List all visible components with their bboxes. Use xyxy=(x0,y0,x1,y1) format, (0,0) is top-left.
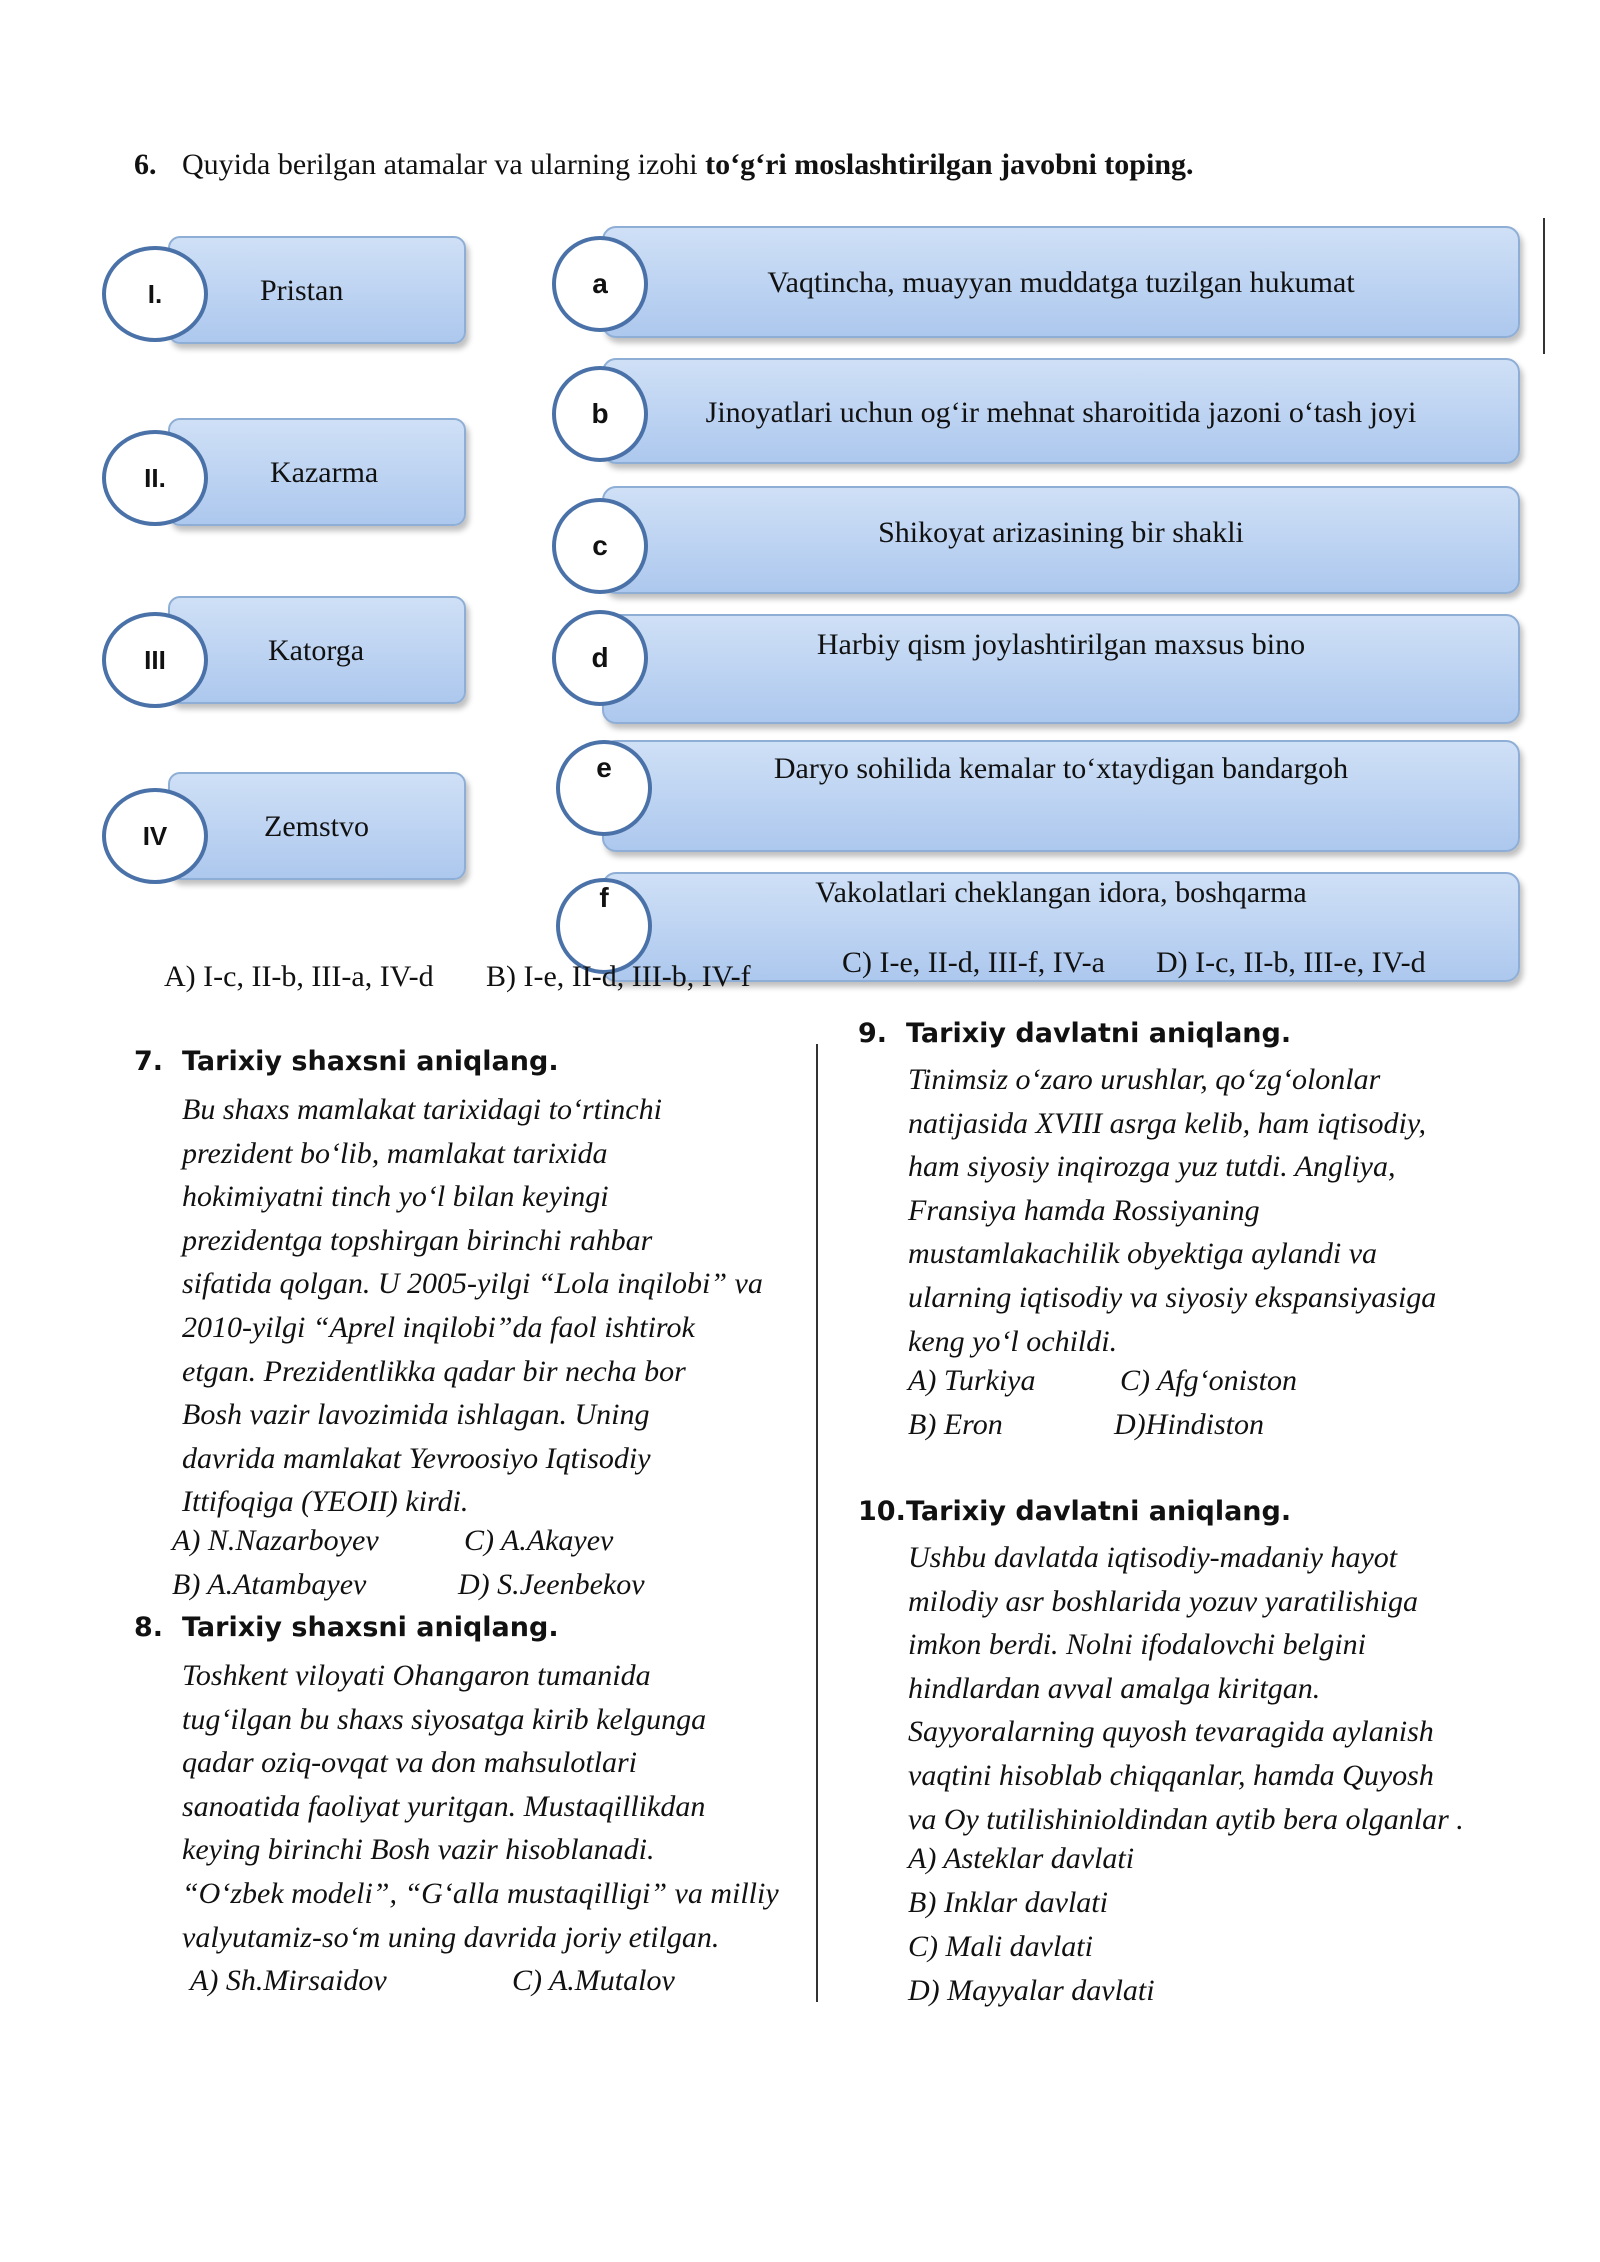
term-label: Zemstvo xyxy=(264,810,369,843)
term-marker: I. xyxy=(102,246,208,342)
q10-option-b: B) Inklar davlati xyxy=(908,1886,1108,1919)
text-line: etgan. Prezidentlikka qadar bir necha bor xyxy=(182,1354,686,1388)
text-line: Toshkent viloyati Ohangaron tumanida xyxy=(182,1659,651,1692)
q6-prompt-bold: to‘g‘ri moslashtirilgan javobni toping. xyxy=(705,148,1194,181)
definition-text: Jinoyatlari uchun og‘ir mehnat sharoitida jazoni o‘tash joyi xyxy=(705,396,1417,429)
margin-line xyxy=(1543,218,1545,354)
term-label: Pristan xyxy=(260,274,344,307)
text-line: “O‘zbek modeli”, “G‘alla mustaqilligi” va milliy xyxy=(182,1876,779,1910)
text-line: keying birinchi Bosh vazir hisoblanadi. xyxy=(182,1833,655,1867)
term-marker: III xyxy=(102,612,208,708)
definition-box-b xyxy=(602,358,1520,464)
term-box-2 xyxy=(168,418,466,526)
q7-number: 7. xyxy=(134,1046,164,1077)
q7-title-text: Tarixiy shaxsni aniqlang. xyxy=(182,1046,559,1077)
term-label: Katorga xyxy=(268,634,365,667)
q7-option-b: B) A.Atambayev xyxy=(172,1568,367,1601)
term-label: Kazarma xyxy=(270,456,379,489)
q9-text xyxy=(908,1058,1436,1363)
text-line: keng yo‘l ochildi. xyxy=(908,1324,1118,1358)
q10-title xyxy=(858,1496,1291,1527)
q8-option-c: C) A.Mutalov xyxy=(512,1964,675,1997)
q8-text xyxy=(182,1654,779,1959)
text-line: qadar oziq-ovqat va don mahsulotlari xyxy=(182,1746,637,1780)
q10-title-text: Tarixiy davlatni aniqlang. xyxy=(906,1496,1292,1527)
definition-text: Shikoyat arizasining bir shakli xyxy=(878,516,1244,549)
text-line: Ittifoqiga (YEOII) kirdi. xyxy=(182,1485,469,1519)
text-line: Fransiya hamda Rossiyaning xyxy=(908,1193,1260,1227)
text-line: imkon berdi. Nolni ifodalovchi belgini xyxy=(908,1628,1366,1662)
q7-option-d: D) S.Jeenbekov xyxy=(458,1568,645,1601)
q7-text xyxy=(182,1088,763,1524)
term-marker: II. xyxy=(102,430,208,526)
definition-marker: a xyxy=(552,236,648,332)
definition-box-e xyxy=(602,740,1520,852)
text-line: hokimiyatni tinch yo‘l bilan keyingi xyxy=(182,1180,609,1214)
q9-option-a: A) Turkiya xyxy=(908,1364,1036,1397)
text-line: 2010-yilgi “Aprel inqilobi”da faol ishtirok xyxy=(182,1310,695,1344)
q6-number: 6. xyxy=(134,148,157,181)
q10-option-a: A) Asteklar davlati xyxy=(908,1842,1135,1875)
q9-option-d: D)Hindiston xyxy=(1114,1408,1264,1441)
q8-number: 8. xyxy=(134,1612,164,1643)
text-line: ham siyosiy inqirozga yuz tutdi. Angliya, xyxy=(908,1150,1396,1184)
q8-title-text: Tarixiy shaxsni aniqlang. xyxy=(182,1612,559,1643)
text-line: vaqtini hisoblab chiqqanlar, hamda Quyosh xyxy=(908,1758,1434,1792)
text-line: sifatida qolgan. U 2005-yilgi “Lola inqilobi” va xyxy=(182,1267,763,1301)
text-line: valyutamiz-so‘m uning davrida joriy etilgan. xyxy=(182,1920,720,1954)
q7-option-a: A) N.Nazarboyev xyxy=(172,1524,379,1557)
text-line: ularning iqtisodiy va siyosiy ekspansiyasiga xyxy=(908,1280,1437,1314)
definition-text: Harbiy qism joylashtirilgan maxsus bino xyxy=(816,628,1306,661)
q10-option-d: D) Mayyalar davlati xyxy=(908,1974,1155,2007)
text-line: Sayyoralarning quyosh tevaragida aylanish xyxy=(908,1715,1434,1749)
q10-number: 10. xyxy=(858,1496,906,1527)
definition-marker: e xyxy=(556,740,652,836)
q9-title xyxy=(858,1018,1291,1049)
term-marker: IV xyxy=(102,788,208,884)
definition-box-a xyxy=(602,226,1520,338)
text-line: va Oy tutilishinioldindan aytib bera olganlar . xyxy=(908,1802,1464,1836)
definition-text: Vakolatlari cheklangan idora, boshqarma xyxy=(815,876,1307,909)
q8-title xyxy=(134,1612,559,1643)
q6-answer-d: D) I-c, II-b, III-e, IV-d xyxy=(1156,946,1426,979)
q7-title xyxy=(134,1046,559,1077)
column-divider xyxy=(816,1044,818,2002)
q9-number: 9. xyxy=(858,1018,888,1049)
q8-option-a: A) Sh.Mirsaidov xyxy=(190,1964,387,1997)
definition-box-c xyxy=(602,486,1520,594)
text-line: davrida mamlakat Yevroosiyo Iqtisodiy xyxy=(182,1441,651,1475)
q6-prompt xyxy=(134,148,1194,182)
text-line: Bosh vazir lavozimida ishlagan. Uning xyxy=(182,1398,650,1432)
definition-text: Vaqtincha, muayyan muddatga tuzilgan hukumat xyxy=(767,266,1355,299)
text-line: mustamlakachilik obyektiga aylandi va xyxy=(908,1237,1378,1271)
q9-option-b: B) Eron xyxy=(908,1408,1003,1441)
q6-prompt-text: Quyida berilgan atamalar va ularning izohi xyxy=(182,148,706,181)
q6-answer-c: C) I-e, II-d, III-f, IV-a xyxy=(842,946,1105,979)
text-line: prezident bo‘lib, mamlakat tarixida xyxy=(182,1136,608,1170)
definition-box-d xyxy=(602,614,1520,724)
text-line: Tinimsiz o‘zaro urushlar, qo‘zg‘olonlar xyxy=(908,1063,1381,1096)
definition-marker: f xyxy=(556,878,652,974)
q6-answer-b: B) I-e, II-d, III-b, IV-f xyxy=(486,960,751,993)
q10-text xyxy=(908,1536,1464,1841)
term-box-1 xyxy=(168,236,466,344)
q6-answer-a: A) I-c, II-b, III-a, IV-d xyxy=(164,960,434,993)
text-line: Ushbu davlatda iqtisodiy-madaniy hayot xyxy=(908,1541,1398,1574)
text-line: milodiy asr boshlarida yozuv yaratilishiga xyxy=(908,1584,1418,1618)
text-line: natijasida XVIII asrga kelib, ham iqtisodiy, xyxy=(908,1106,1427,1140)
text-line: sanoatida faoliyat yuritgan. Mustaqillikdan xyxy=(182,1789,706,1823)
q9-title-text: Tarixiy davlatni aniqlang. xyxy=(906,1018,1292,1049)
definition-text: Daryo sohilida kemalar to‘xtaydigan bandargoh xyxy=(773,752,1349,785)
q9-option-c: C) Afg‘oniston xyxy=(1120,1364,1297,1397)
text-line: tug‘ilgan bu shaxs siyosatga kirib kelgunga xyxy=(182,1702,707,1736)
term-box-4 xyxy=(168,772,466,880)
definition-marker: b xyxy=(552,366,648,462)
text-line: Bu shaxs mamlakat tarixidagi to‘rtinchi xyxy=(182,1093,662,1126)
text-line: prezidentga topshirgan birinchi rahbar xyxy=(182,1223,653,1257)
term-box-3 xyxy=(168,596,466,704)
text-line: hindlardan avval amalga kiritgan. xyxy=(908,1671,1321,1705)
definition-marker: d xyxy=(552,610,648,706)
q10-option-c: C) Mali davlati xyxy=(908,1930,1093,1963)
q7-option-c: C) A.Akayev xyxy=(464,1524,614,1557)
definition-marker: c xyxy=(552,498,648,594)
